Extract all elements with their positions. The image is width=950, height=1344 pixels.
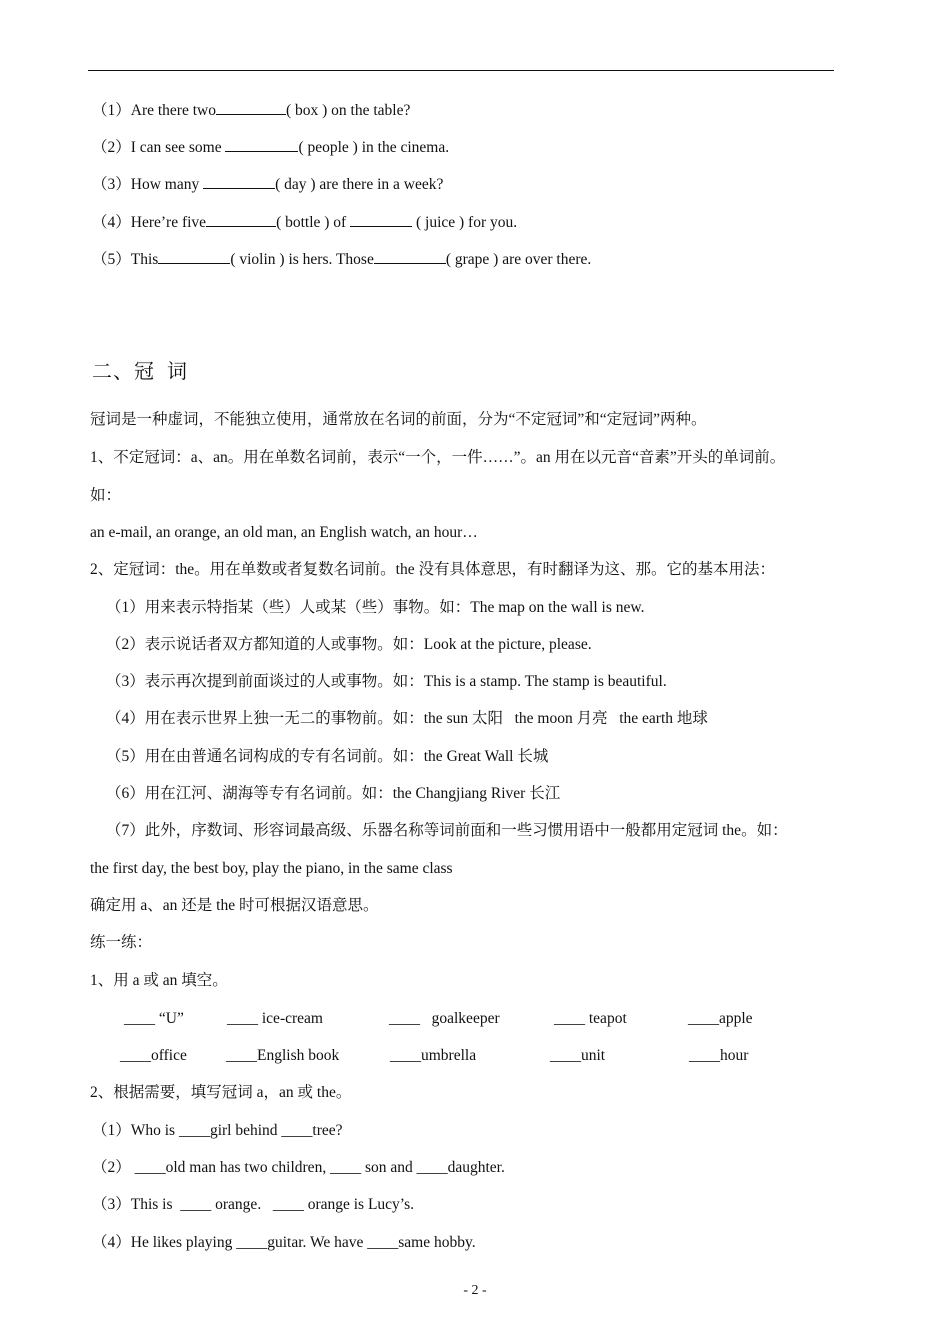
section-heading: 二、冠 词 bbox=[92, 361, 188, 383]
fill-item[interactable]: ____unit bbox=[550, 1047, 606, 1064]
answer-blank[interactable] bbox=[225, 137, 298, 152]
plural-item-3 bbox=[92, 174, 443, 195]
header-rule bbox=[88, 70, 834, 71]
exercise-1-title: 1、用 a 或 an 填空。 bbox=[90, 972, 228, 989]
definite-examples: the first day, the best boy, play the piano, in the same class bbox=[90, 860, 453, 877]
item-text: ( juice ) for you. bbox=[412, 214, 518, 231]
item-text: I can see some bbox=[130, 139, 226, 156]
item-text: How many bbox=[130, 176, 204, 193]
practice-title: 练一练： bbox=[90, 934, 153, 951]
article-item-3[interactable]: （3）This is ____ orange. ____ orange is Lucy’s. bbox=[92, 1196, 415, 1213]
item-text: ( grape ) are over there. bbox=[445, 251, 592, 268]
item-text: This bbox=[130, 251, 159, 268]
plural-item-2 bbox=[92, 137, 449, 158]
fill-item[interactable]: ____office bbox=[120, 1047, 187, 1064]
definite-use-4: （4）用在表示世界上独一无二的事物前。如：the sun 太阳 the moon 月亮 the earth 地球 bbox=[106, 710, 708, 727]
definite-use-2: （2）表示说话者双方都知道的人或事物。如：Look at the picture, please. bbox=[106, 636, 592, 653]
plural-item-1 bbox=[92, 100, 410, 121]
fill-item[interactable]: ____umbrella bbox=[390, 1047, 477, 1064]
definite-use-3: （3）表示再次提到前面谈过的人或事物。如：This is a stamp. The stamp is beautiful. bbox=[106, 673, 667, 690]
definite-use-6: （6）用在江河、湖海等专有名词前。如：the Changjiang River 长江 bbox=[106, 785, 561, 802]
article-item-2[interactable]: （2） ____old man has two children, ____ son and ____daughter. bbox=[92, 1159, 505, 1176]
definite-article-rule: 2、定冠词：the。用在单数或者复数名词前。the 没有具体意思，有时翻译为这、那。它的基本用法： bbox=[90, 561, 776, 578]
answer-blank[interactable] bbox=[206, 212, 276, 227]
example-label: 如： bbox=[90, 487, 122, 504]
article-item-1[interactable]: （1）Who is ____girl behind ____tree? bbox=[92, 1122, 343, 1139]
item-number: （5） bbox=[92, 251, 131, 268]
fill-item[interactable]: ____English book bbox=[226, 1047, 340, 1064]
definite-use-7: （7）此外，序数词、形容词最高级、乐器名称等词前面和一些习惯用语中一般都用定冠词 the。如： bbox=[106, 822, 788, 839]
definite-use-5: （5）用在由普通名词构成的专有名词前。如：the Great Wall 长城 bbox=[106, 748, 549, 765]
item-number: （4） bbox=[92, 214, 131, 231]
item-text: Here’re five bbox=[130, 214, 207, 231]
fill-item[interactable]: ____ teapot bbox=[554, 1010, 627, 1027]
page-number: - 2 - bbox=[463, 1283, 487, 1298]
article-item-4[interactable]: （4）He likes playing ____guitar. We have ____same hobby. bbox=[92, 1234, 476, 1251]
item-text: ( violin ) is hers. Those bbox=[230, 251, 374, 268]
fill-item[interactable]: ____ goalkeeper bbox=[389, 1010, 500, 1027]
answer-blank[interactable] bbox=[203, 174, 275, 189]
answer-blank[interactable] bbox=[216, 100, 286, 115]
answer-blank[interactable] bbox=[158, 249, 230, 264]
indefinite-examples: an e-mail, an orange, an old man, an English watch, an hour… bbox=[90, 524, 478, 541]
indefinite-article-rule: 1、不定冠词：a、an。用在单数名词前，表示“一个，一件……”。an 用在以元音“音素”开头的单词前。 bbox=[90, 449, 786, 466]
fill-item[interactable]: ____apple bbox=[688, 1010, 753, 1027]
decide-note: 确定用 a、an 还是 the 时可根据汉语意思。 bbox=[90, 897, 379, 914]
fill-item[interactable]: ____hour bbox=[689, 1047, 749, 1064]
definite-use-1: （1）用来表示特指某（些）人或某（些）事物。如：The map on the wall is new. bbox=[106, 599, 645, 616]
intro-paragraph: 冠词是一种虚词，不能独立使用，通常放在名词的前面，分为“不定冠词”和“定冠词”两种。 bbox=[90, 411, 707, 428]
item-number: （1） bbox=[92, 102, 131, 119]
item-number: （3） bbox=[92, 176, 131, 193]
item-text: ( bottle ) of bbox=[276, 214, 351, 231]
fill-item[interactable]: ____ ice-cream bbox=[227, 1010, 323, 1027]
item-text: ( day ) are there in a week? bbox=[275, 176, 444, 193]
item-text: Are there two bbox=[130, 102, 216, 119]
item-number: （2） bbox=[92, 139, 131, 156]
item-text: ( box ) on the table? bbox=[285, 102, 411, 119]
exercise-2-title: 2、根据需要，填写冠词 a，an 或 the。 bbox=[90, 1084, 352, 1101]
item-text: ( people ) in the cinema. bbox=[298, 139, 450, 156]
fill-item[interactable]: ____ “U” bbox=[124, 1010, 184, 1027]
answer-blank[interactable] bbox=[350, 212, 412, 227]
plural-item-4 bbox=[92, 212, 517, 233]
plural-item-5 bbox=[92, 249, 591, 270]
answer-blank[interactable] bbox=[374, 249, 446, 264]
